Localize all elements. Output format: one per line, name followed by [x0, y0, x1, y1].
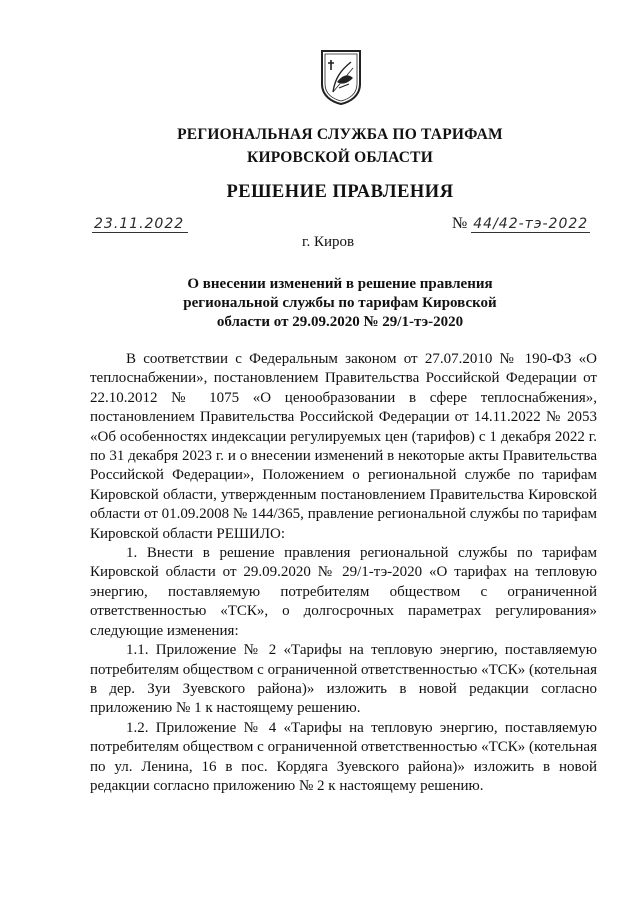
city-name: г. Киров	[302, 234, 355, 250]
organization-name	[0, 123, 640, 169]
paragraph-item-1-1: 1.1. Приложение № 2 «Тарифы на тепловую энергию, поставляемую потребителям обществом с ограниченной ответственностью «ТСК» (котельная в дер. Зуи Зуевского района)» изложить в новой редакции согласно приложению № 1 к настоящему решению.	[90, 642, 597, 717]
document-body	[90, 350, 597, 796]
paragraph-preamble: В соответствии с Федеральным законом от 27.07.2010 № 190-ФЗ «О теплоснабжении», постановлением Правительства Российской Федерации от 22.10.2012 № 1075 «О ценообразовании в сфере теплоснабжения», постановлением Правительства Российской Федерации от 14.11.2022 № 2053 «Об особенностях индексации регулируемых цен (тарифов) с 1 декабря 2022 г. по 31 декабря 2023 г. и о внесении изменений в некоторые акты Правительства Российской Федерации», Положением о региональной службе по тарифам Кировской области, утвержденным постановлением Правительства Кировской области от 01.09.2008 № 144/365, правление региональной службы по тарифам Кировской области РЕШИЛО:	[90, 351, 597, 542]
decision-date: 23.11.2022	[92, 216, 188, 233]
org-line-1: РЕГИОНАЛЬНАЯ СЛУЖБА ПО ТАРИФАМ	[177, 126, 503, 143]
decision-number	[452, 216, 590, 232]
paragraph-item-1-2: 1.2. Приложение № 4 «Тарифы на тепловую энергию, поставляемую потребителям обществом с ограниченной ответственностью «ТСК» (котельная по ул. Ленина, 16 в пос. Кордяга Зуевского района)» изложить в новой редакции согласно приложению № 2 к настоящему решению.	[90, 719, 597, 794]
number-sign: №	[452, 215, 468, 232]
kirov-coat-of-arms-icon	[319, 48, 363, 106]
decision-number-value: 44/42-тэ-2022	[473, 216, 589, 232]
subject-line-2: региональной службы по тарифам Кировской	[183, 295, 497, 311]
org-line-2: КИРОВСКОЙ ОБЛАСТИ	[247, 149, 433, 166]
subject-line-3: области от 29.09.2020 № 29/1-тэ-2020	[216, 314, 464, 330]
document-title: РЕШЕНИЕ ПРАВЛЕНИЯ	[226, 182, 454, 202]
subject-line-1: О внесении изменений в решение правления	[187, 276, 493, 292]
paragraph-item-1: 1. Внести в решение правления региональной службы по тарифам Кировской области от 29.09.2020 № 29/1-тэ-2020 «О тарифах на тепловую энергию, поставляемую потребителям обществом с ограниченной ответственностью «ТСК», о долгосрочных параметрах регулирования» следующие изменения:	[90, 545, 597, 639]
decision-subject	[0, 275, 640, 332]
